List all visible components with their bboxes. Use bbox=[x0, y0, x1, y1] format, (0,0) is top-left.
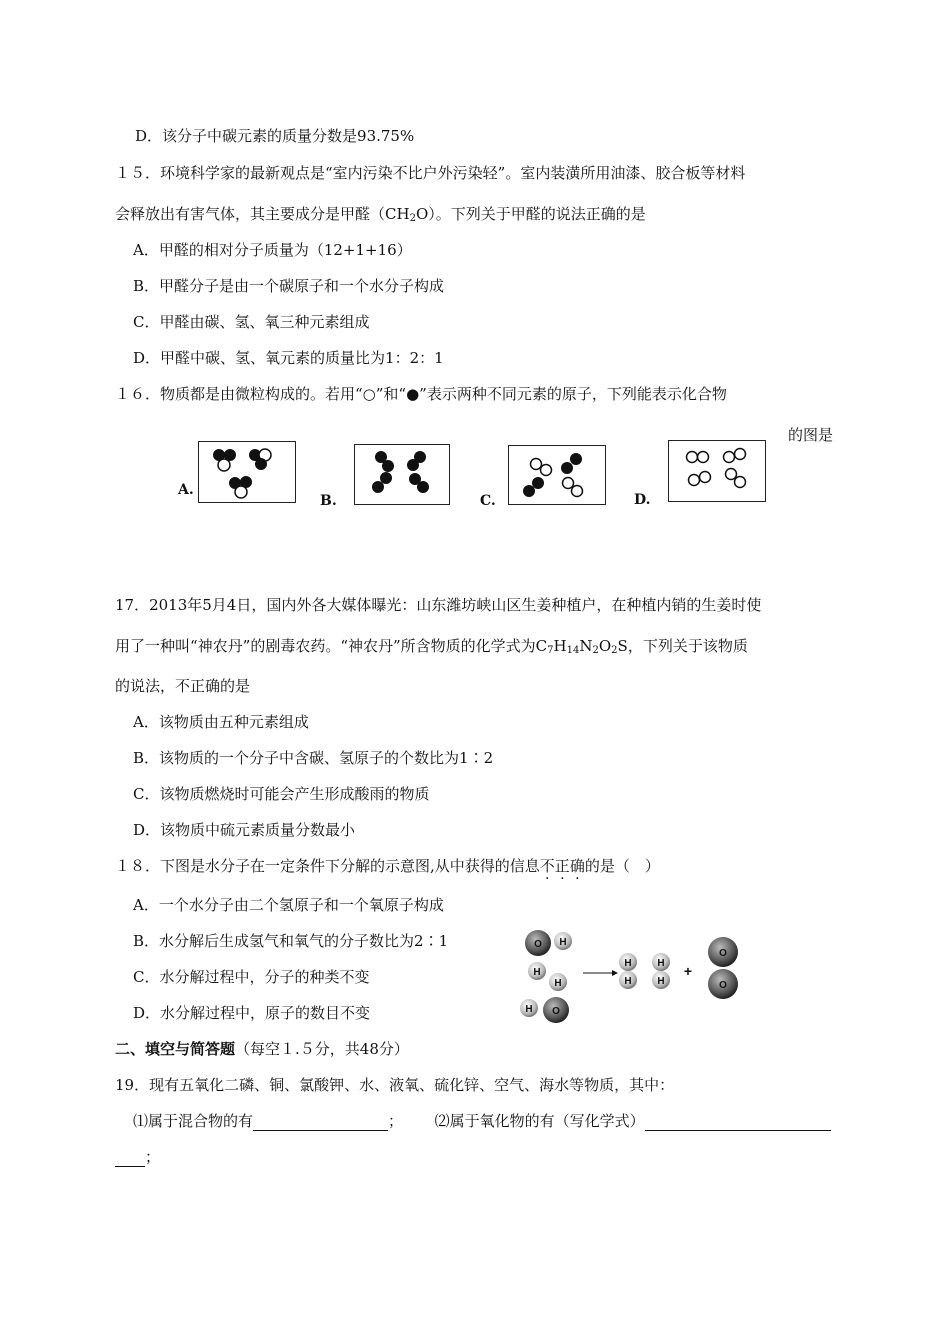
q18-water-decomposition-diagram bbox=[515, 925, 755, 1030]
q17-option-d: D．该物质中硫元素质量分数最小 bbox=[133, 821, 356, 839]
q16-label-c: C. bbox=[480, 493, 496, 509]
q19-stem: 19．现有五氧化二磷、铜、氯酸钾、水、液氧、硫化锌、空气、海水等物质，其中： bbox=[115, 1076, 675, 1094]
q19-continuation: ； bbox=[115, 1147, 160, 1167]
q14-option-d: D．该分子中碳元素的质量分数是93.75% bbox=[135, 127, 415, 145]
q16-molecules-a bbox=[199, 442, 295, 502]
q16-label-b: B. bbox=[320, 493, 337, 509]
q17-option-b: B．该物质的一个分子中含碳、氢原子的个数比为1∶2 bbox=[133, 749, 494, 767]
q15-option-c: C．甲醛由碳、氢、氧三种元素组成 bbox=[133, 313, 370, 331]
q16-diagram-d bbox=[668, 440, 766, 502]
atom-h-4: H bbox=[525, 1004, 533, 1015]
atom-h-7: H bbox=[657, 958, 665, 969]
atom-o-2: O bbox=[552, 1006, 560, 1017]
q16-stem-end: 的图是 bbox=[788, 426, 834, 444]
q16-diagram-b bbox=[354, 444, 450, 505]
atom-h-5: H bbox=[624, 958, 632, 969]
q18-option-a: A．一个水分子由二个氢原子和一个氧原子构成 bbox=[133, 896, 444, 914]
atom-h-6: H bbox=[624, 976, 632, 987]
q19-blank-oxides-cont[interactable] bbox=[115, 1150, 145, 1167]
section2-heading: 二、填空与简答题（每空１.５分，共48分） bbox=[115, 1040, 409, 1058]
q18-option-c: C．水分解过程中，分子的种类不变 bbox=[133, 968, 370, 986]
q18-option-b: B．水分解后生成氢气和氧气的分子数比为2∶1 bbox=[133, 932, 449, 950]
q16-stem: １６．物质都是由微粒构成的。若用“○”和“●”表示两种不同元素的原子，下列能表示化合物 bbox=[115, 385, 727, 403]
q17-option-c: C．该物质燃烧时可能会产生形成酸雨的物质 bbox=[133, 785, 430, 803]
q17-option-a: A．该物质由五种元素组成 bbox=[133, 713, 309, 731]
q16-label-d: D. bbox=[634, 492, 651, 508]
q16-diagram-c bbox=[508, 445, 606, 505]
q16-molecules-b bbox=[355, 445, 449, 504]
q15-stem-line1: １５．环境科学家的最新观点是“室内污染不比户外污染轻”。室内装潢所用油漆、胶合板等材料 bbox=[115, 164, 746, 182]
q16-diagram-a bbox=[198, 441, 296, 503]
q17-stem-line3: 的说法，不正确的是 bbox=[115, 677, 251, 695]
q15-option-b: B．甲醛分子是由一个碳原子和一个水分子构成 bbox=[133, 277, 445, 295]
q19-blank-mixtures[interactable] bbox=[253, 1114, 388, 1131]
atom-o-1: O bbox=[534, 939, 542, 950]
q17-stem-line2: 用了一种叫“神农丹”的剧毒农药。“神农丹”所含物质的化学式为$C_7H_{14}N_2O_2S$，下列关于该物质 bbox=[115, 637, 748, 656]
q19-parts: ⑴属于混合物的有 ； ⑵属于氧化物的有（写化学式） bbox=[133, 1111, 831, 1131]
q16-molecules-d bbox=[669, 441, 765, 501]
atom-h-2: H bbox=[533, 967, 541, 978]
q15-stem-line2: 会释放出有害气体，其主要成分是甲醛$(CH_2O)$。下列关于甲醛的说法正确的是 bbox=[115, 205, 646, 224]
q16-molecules-c bbox=[509, 446, 605, 504]
atom-h-8: H bbox=[657, 976, 665, 987]
q18-stem: １８．下图是水分子在一定条件下分解的示意图,从中获得的信息不正确的是（ ） bbox=[115, 857, 660, 875]
atom-o-4: O bbox=[719, 980, 727, 991]
q19-blank-oxides[interactable] bbox=[645, 1114, 831, 1131]
q16-label-a: A. bbox=[178, 482, 194, 498]
q15-option-d: D．甲醛中碳、氢、氧元素的质量比为1：2：1 bbox=[133, 349, 444, 367]
atom-h-3: H bbox=[554, 978, 562, 989]
plus-sign: + bbox=[683, 963, 693, 979]
atom-h-1: H bbox=[559, 937, 567, 948]
atom-o-3: O bbox=[719, 948, 727, 959]
q18-option-d: D．水分解过程中，原子的数目不变 bbox=[133, 1004, 371, 1022]
q15-option-a: A．甲醛的相对分子质量为（12+1+16） bbox=[133, 241, 412, 259]
q17-stem-line1: 17．2013年5月4日，国内外各大媒体曝光：山东潍坊峡山区生姜种植户，在种植内销的生姜时使 bbox=[115, 596, 762, 614]
